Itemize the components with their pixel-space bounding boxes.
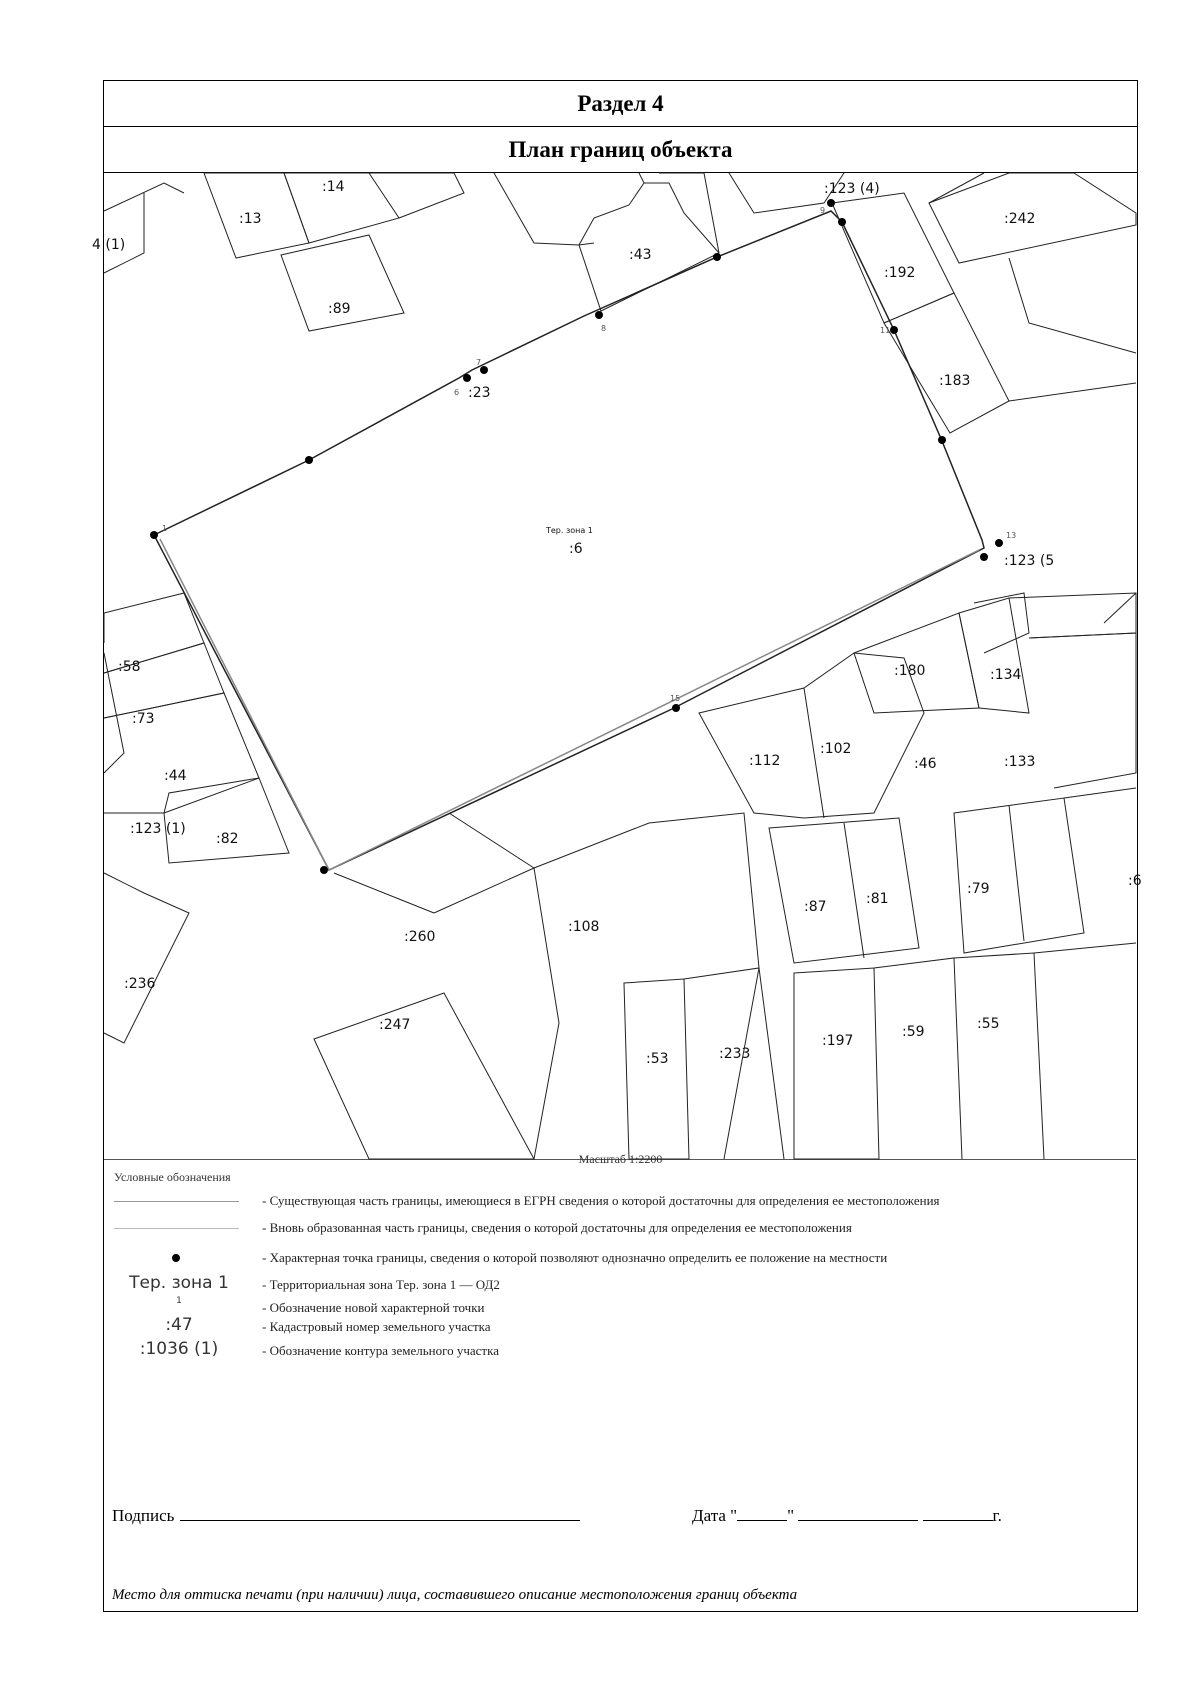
page-title: План границ объекта <box>104 127 1137 173</box>
stamp-note: Место для оттиска печати (при наличии) лица, составившего описание местоположения границ объекта <box>112 1587 798 1603</box>
point-label: 13 <box>1006 531 1017 540</box>
parcel-label: :112 <box>749 753 781 769</box>
month-blank[interactable] <box>798 1506 918 1521</box>
parcel-label: :197 <box>822 1033 854 1049</box>
map-scale: Масштаб 1:2200 <box>578 1152 663 1166</box>
parcel-labels <box>92 179 1142 1067</box>
parcel-label: :233 <box>719 1046 751 1062</box>
point-label: 9 <box>820 206 826 215</box>
parcel-label: :82 <box>216 831 239 847</box>
parcel-label: :242 <box>1004 211 1036 227</box>
parcel-label: :6 <box>1128 873 1142 889</box>
year-blank[interactable] <box>923 1506 993 1521</box>
parcel-label: :260 <box>404 929 436 945</box>
parcel-label: :59 <box>902 1024 925 1040</box>
parcel-label: :236 <box>124 976 156 992</box>
parcel-label: :247 <box>379 1017 411 1033</box>
point-label: 7 <box>476 358 482 367</box>
legend-item-new-boundary <box>104 1216 1137 1240</box>
parcel-label: :180 <box>894 663 926 679</box>
legend-title: Условные обозначения <box>114 1170 231 1184</box>
parcel-label: :81 <box>866 891 889 907</box>
boundary-plan-map <box>92 173 1142 1160</box>
legend-text: - Характерная точка границы, сведения о которой позволяют однозначно определить ее положение на местности <box>262 1250 888 1265</box>
legend-item-cadastral-number <box>104 1315 1137 1339</box>
point-dot-icon <box>172 1254 180 1262</box>
date-quote: " <box>787 1506 795 1525</box>
point-label: 15 <box>670 694 681 703</box>
existing-boundary-line-symbol <box>114 1201 239 1202</box>
parcel-label: :53 <box>646 1051 669 1067</box>
parcel-label: :102 <box>820 741 852 757</box>
legend-text: - Обозначение контура земельного участка <box>262 1343 499 1358</box>
signature-line[interactable] <box>180 1506 580 1521</box>
signature-label: Подпись <box>112 1506 175 1525</box>
parcel-label: :14 <box>322 179 345 195</box>
new-boundary-line-symbol <box>114 1228 239 1229</box>
legend-item-boundary-point <box>104 1246 1137 1270</box>
neighbour-parcels <box>104 173 1136 1159</box>
contour-symbol: :1036 (1) <box>139 1339 219 1359</box>
parcel-label: :44 <box>164 768 187 784</box>
parcel-label: :134 <box>990 667 1022 683</box>
section-heading: Раздел 4 <box>104 81 1137 127</box>
parcel-label: :183 <box>939 373 971 389</box>
parcel-label: :23 <box>468 385 491 401</box>
legend-text: - Вновь образованная часть границы, сведения о которой достаточны для определения ее местоположения <box>262 1220 852 1235</box>
document-frame <box>92 80 1142 1612</box>
parcel-label: :73 <box>132 711 155 727</box>
parcel-label: :46 <box>914 756 937 772</box>
parcel-label: :192 <box>884 265 916 281</box>
parcel-label: :89 <box>328 301 351 317</box>
point-label: 6 <box>454 388 460 397</box>
point-label: 1 <box>162 524 168 533</box>
legend-item-contour <box>104 1339 1137 1363</box>
day-blank[interactable] <box>737 1506 787 1521</box>
legend-text: - Кадастровый номер земельного участка <box>262 1319 491 1334</box>
zone-symbol: Тер. зона 1 <box>129 1273 229 1293</box>
parcel-label: :55 <box>977 1016 1000 1032</box>
legend-text: - Территориальная зона Тер. зона 1 — ОД2 <box>262 1277 500 1292</box>
cadastral-symbol: :47 <box>165 1315 193 1335</box>
date-label: Дата " <box>692 1506 738 1525</box>
legend-item-territorial-zone <box>104 1273 1137 1297</box>
parcel-label: :79 <box>967 881 990 897</box>
zone-label: Тер. зона 1 <box>546 526 593 535</box>
point-label: 11 <box>880 326 891 335</box>
point-label: 8 <box>601 324 607 333</box>
parcel-label: :43 <box>629 247 652 263</box>
parcel-label: :13 <box>239 211 262 227</box>
year-suffix: г. <box>992 1506 1002 1525</box>
parcel-label: :123 (4) <box>824 181 880 197</box>
parcel-label: 4 (1) <box>92 237 126 253</box>
parcel-label: :123 (1) <box>130 821 186 837</box>
parcel-label: :58 <box>118 659 141 675</box>
date-field[interactable] <box>692 1506 1002 1526</box>
parcel-label: :123 (5 <box>1004 553 1055 569</box>
new-point-symbol: 1 <box>176 1296 182 1306</box>
legend-text: - Существующая часть границы, имеющиеся в ЕГРН сведения о которой достаточны для определения ее местоположения <box>262 1193 940 1208</box>
parcel-label: :133 <box>1004 754 1036 770</box>
signature-field[interactable] <box>112 1506 580 1526</box>
legend-item-existing-boundary <box>104 1189 1137 1213</box>
parcel-label: :6 <box>569 541 583 557</box>
parcel-label: :87 <box>804 899 827 915</box>
parcel-label: :108 <box>568 919 600 935</box>
legend-text: - Обозначение новой характерной точки <box>262 1300 485 1315</box>
